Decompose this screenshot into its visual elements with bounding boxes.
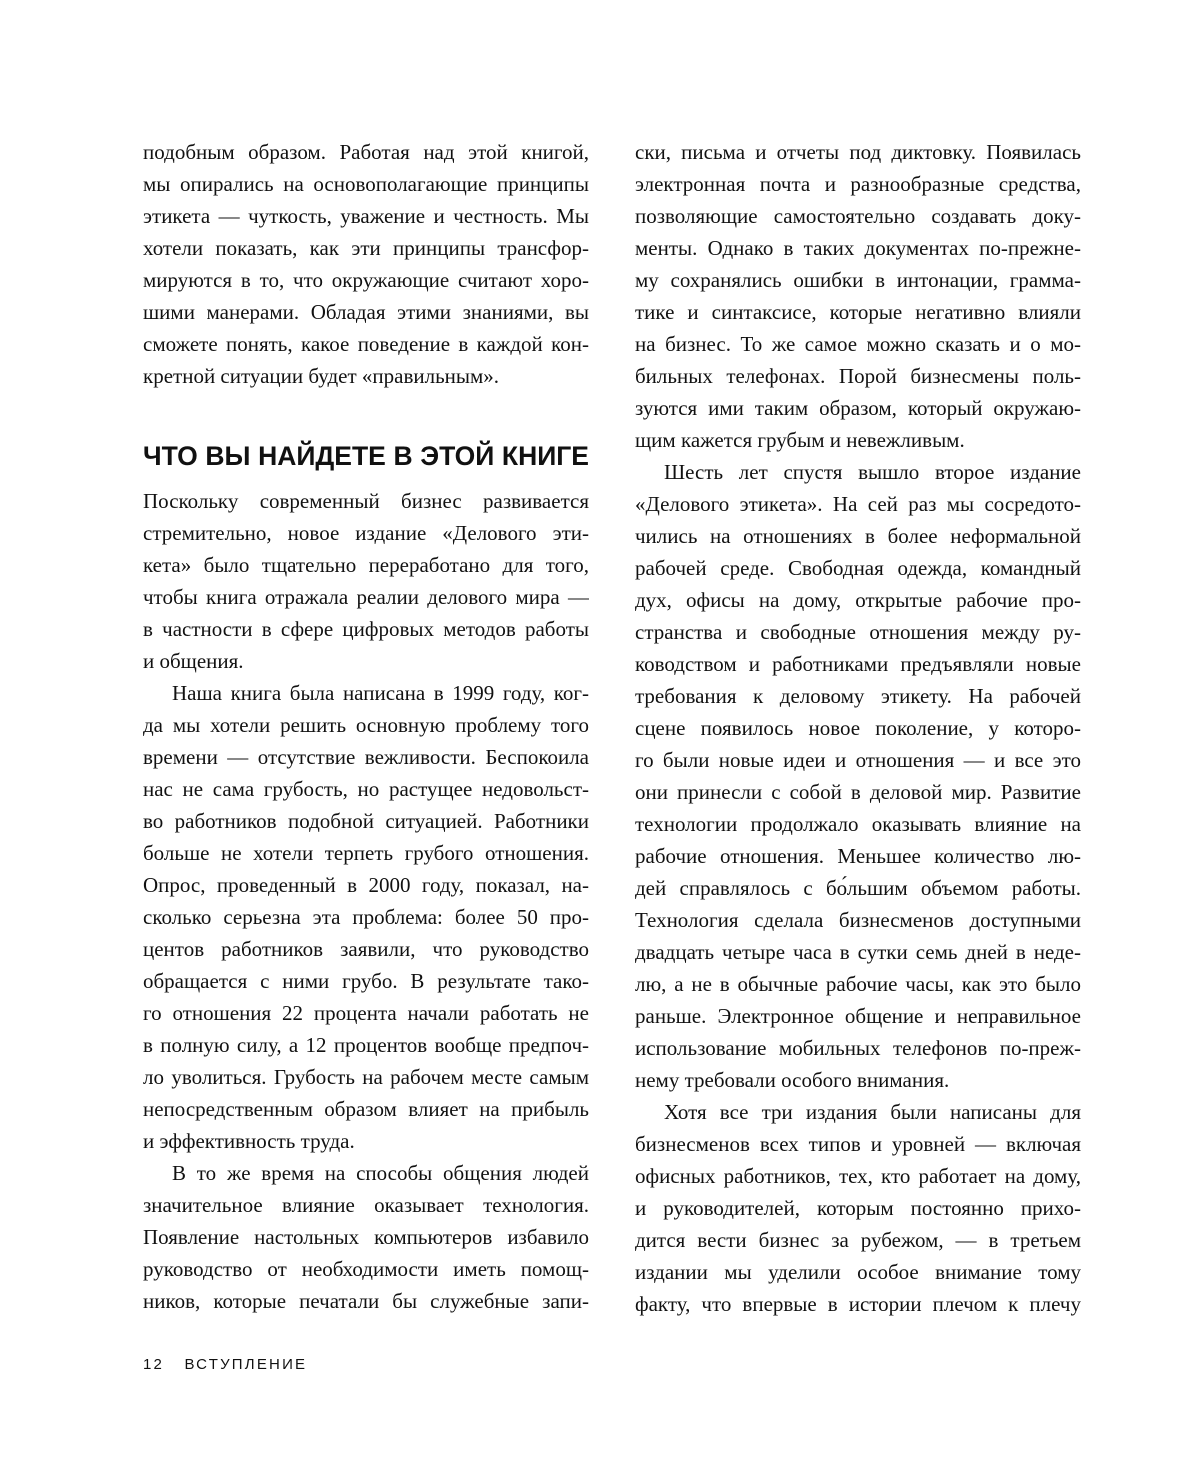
body-line: го были новые идеи и отношения — и все это [635, 748, 1081, 772]
body-line: Шесть лет спустя вышло второе издание [664, 460, 1081, 484]
intro-line: кретной ситуации будет «правильным». [143, 364, 500, 388]
body-line: и эффективность труда. [143, 1129, 355, 1153]
body-line: непосредственным образом влияет на прибыль [143, 1097, 589, 1121]
intro-line: хотели показать, как эти принципы трансфор- [143, 236, 589, 260]
body-line: менты. Однако в таких документах по-прежне- [635, 236, 1081, 260]
body-line: стремительно, новое издание «Делового эти- [143, 521, 589, 545]
body-line: ски, письма и отчеты под диктовку. Появилась [635, 140, 1081, 164]
body-line: раньше. Электронное общение и неправильное [635, 1004, 1081, 1028]
intro-line: подобным образом. Работая над этой книгой, [143, 140, 589, 164]
body-line: да мы хотели решить основную проблему того [143, 713, 589, 737]
body-line: руководство от необходимости иметь помощ- [143, 1257, 589, 1281]
body-line: Технология сделала бизнесменов доступными [635, 908, 1081, 932]
body-line: технологии продолжало оказывать влияние на [635, 812, 1081, 836]
body-line: му сохранялись ошибки в интонации, грамма- [635, 268, 1081, 292]
page-footer [143, 1354, 307, 1376]
body-line: времени — отсутствие вежливости. Беспокоила [143, 745, 589, 769]
body-line: странства и свободные отношения между ру- [635, 620, 1081, 644]
body-line: во работников подобной ситуацией. Работники [143, 809, 589, 833]
body-line: Опрос, проведенный в 2000 году, показал, на- [143, 873, 589, 897]
body-line: издании мы уделили особое внимание тому [635, 1260, 1081, 1284]
section-name: ВСТУПЛЕНИЕ [184, 1356, 308, 1373]
body-line: лю, а не в обычные рабочие часы, как это было [635, 972, 1081, 996]
body-line: требования к деловому этикету. На рабочей [635, 684, 1081, 708]
body-line: в частности в сфере цифровых методов работы [143, 617, 589, 641]
body-line: бильных телефонах. Порой бизнесмены поль- [635, 364, 1081, 388]
body-line: чились на отношениях в более неформальной [635, 524, 1081, 548]
body-line: дей справлялось с бо́льшим объемом работы. [635, 876, 1081, 900]
body-line: рабочие отношения. Меньшее количество лю- [635, 844, 1081, 868]
body-line: офисных работников, тех, кто работает на дому, [635, 1164, 1081, 1188]
body-line: кета» было тщательно переработано для того, [143, 553, 589, 577]
body-line: позволяющие самостоятельно создавать доку- [635, 204, 1081, 228]
body-line: В то же время на способы общения людей [172, 1161, 589, 1185]
section-heading: ЧТО ВЫ НАЙДЕТЕ В ЭТОЙ КНИГЕ [143, 441, 589, 471]
body-line: использование мобильных телефонов по-преж- [635, 1036, 1081, 1060]
body-line: Хотя все три издания были написаны для [664, 1100, 1081, 1124]
right-column [635, 0, 1081, 1477]
body-line: го отношения 22 процента начали работать не [143, 1001, 589, 1025]
body-line: рабочей среде. Свободная одежда, командный [635, 556, 1081, 580]
body-line: значительное влияние оказывает технология. [143, 1193, 589, 1217]
body-line: щим кажется грубым и невежливым. [635, 428, 965, 452]
body-line: Поскольку современный бизнес развивается [143, 489, 589, 513]
intro-line: мы опирались на основополагающие принципы [143, 172, 589, 196]
body-line: факту, что впервые в истории плечом к плечу [635, 1292, 1081, 1316]
body-line: они принесли с собой в деловой мир. Развитие [635, 780, 1081, 804]
body-line: двадцать четыре часа в сутки семь дней в неде- [635, 940, 1081, 964]
body-line: нему требовали особого внимания. [635, 1068, 950, 1092]
page-number: 12 [143, 1356, 165, 1373]
body-line: электронная почта и разнообразные средства, [635, 172, 1081, 196]
body-line: больше не хотели терпеть грубого отношения. [143, 841, 589, 865]
intro-line: этикета — чуткость, уважение и честность. Мы [143, 204, 589, 228]
body-line: ников, которые печатали бы служебные запи- [143, 1289, 589, 1313]
body-line: тике и синтаксисе, которые негативно влияли [635, 300, 1081, 324]
body-line: Появление настольных компьютеров избавило [143, 1225, 589, 1249]
body-line: нас не сама грубость, но растущее недовольст- [143, 777, 589, 801]
body-line: в полную силу, а 12 процентов вообще предпоч- [143, 1033, 589, 1057]
body-line: дух, офисы на дому, открытые рабочие про- [635, 588, 1081, 612]
body-line: сцене появилось новое поколение, у которо- [635, 716, 1081, 740]
body-line: ководством и работниками предъявляли новые [635, 652, 1081, 676]
intro-line: шими манерами. Обладая этими знаниями, вы [143, 300, 589, 324]
body-line: и общения. [143, 649, 244, 673]
body-line: сколько серьезна эта проблема: более 50 про- [143, 905, 589, 929]
body-line: ло уволиться. Грубость на рабочем месте самым [143, 1065, 589, 1089]
body-line: обращается с ними грубо. В результате тако- [143, 969, 589, 993]
body-line: центов работников заявили, что руководство [143, 937, 589, 961]
body-line: на бизнес. То же самое можно сказать и о мо- [635, 332, 1081, 356]
body-line: дится вести бизнес за рубежом, — в третьем [635, 1228, 1081, 1252]
body-line: Наша книга была написана в 1999 году, ког- [172, 681, 589, 705]
intro-line: сможете понять, какое поведение в каждой кон- [143, 332, 589, 356]
body-line: бизнесменов всех типов и уровней — включая [635, 1132, 1081, 1156]
body-line: «Делового этикета». На сей раз мы сосредото- [635, 492, 1081, 516]
left-column [143, 0, 589, 1477]
intro-line: мируются в то, что окружающие считают хоро- [143, 268, 589, 292]
body-line: зуются ими таким образом, который окружаю- [635, 396, 1081, 420]
body-line: чтобы книга отражала реалии делового мира — [143, 585, 589, 609]
body-line: и руководителей, которым постоянно прихо- [635, 1196, 1081, 1220]
